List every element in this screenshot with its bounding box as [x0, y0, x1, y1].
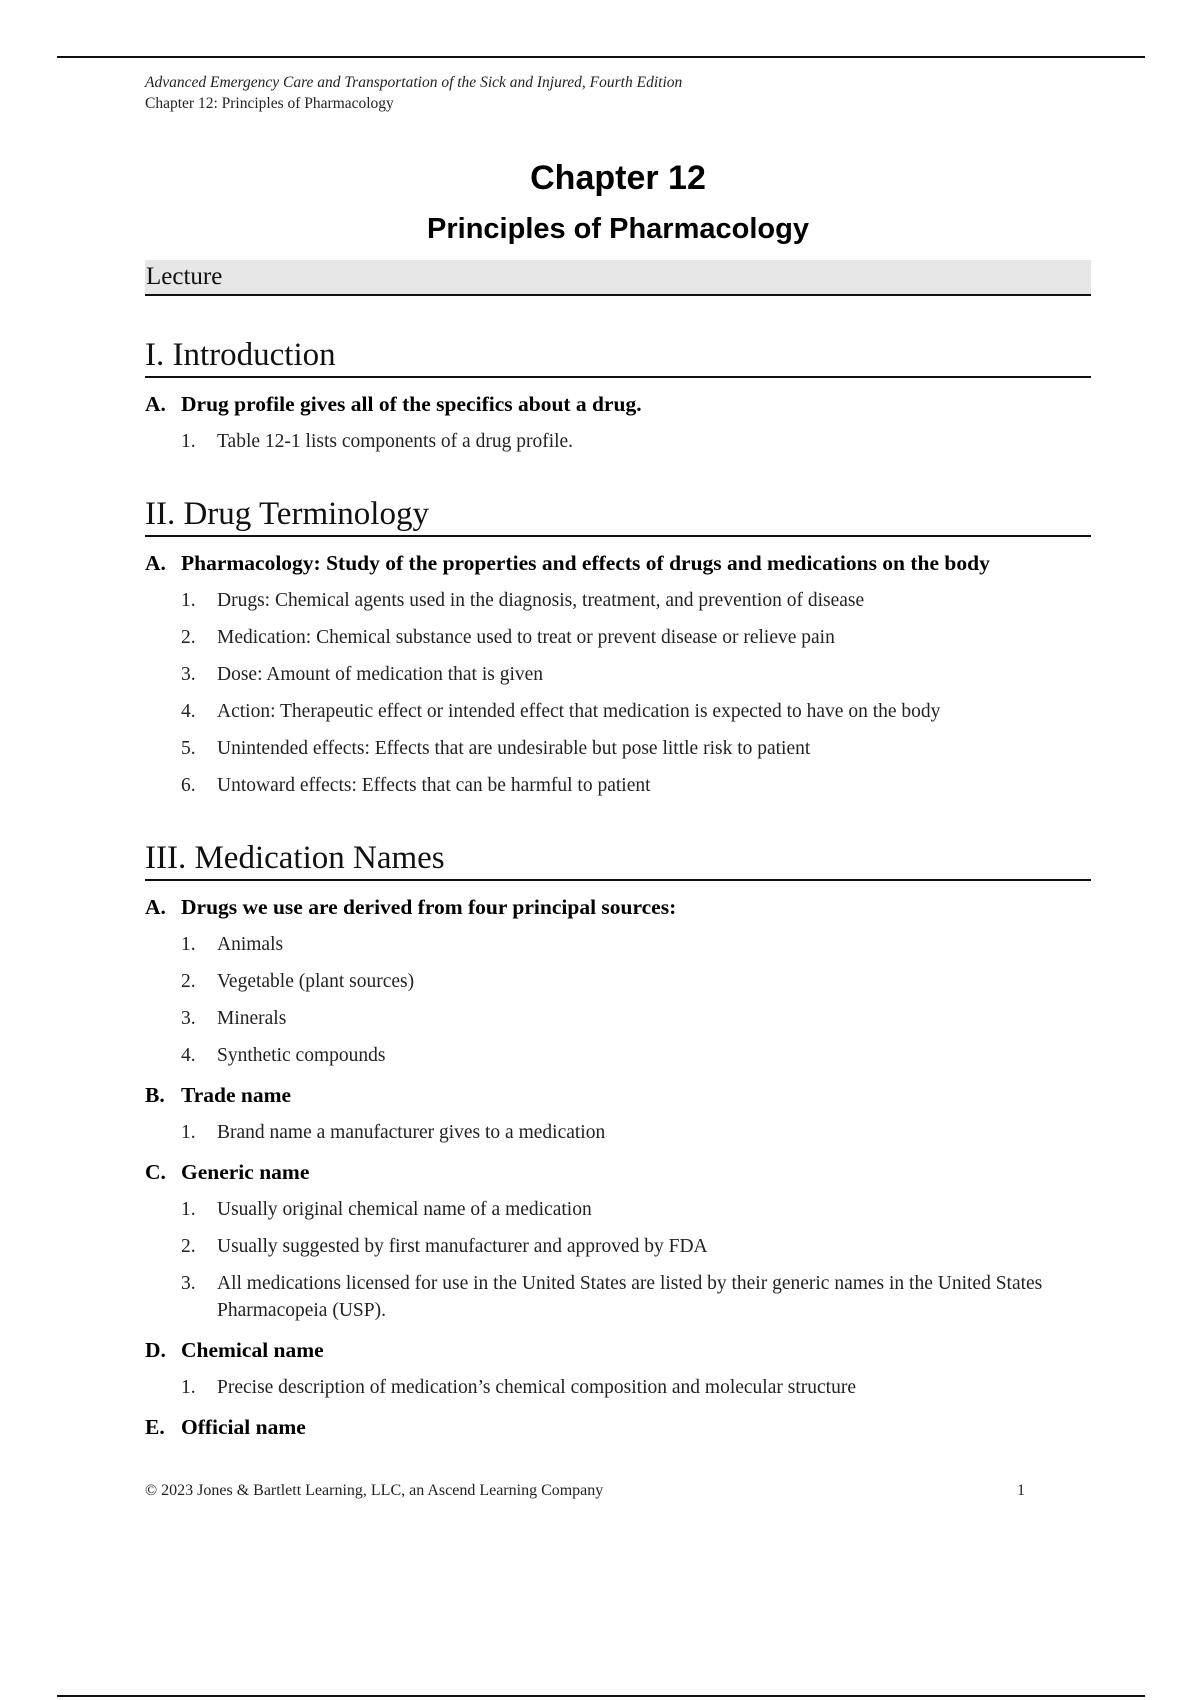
- subsection: [145, 1081, 1091, 1146]
- list-item: [145, 1374, 1091, 1401]
- list-item: [145, 772, 1091, 799]
- item-text: Unintended effects: Effects that are undesirable but pose little risk to patient: [217, 738, 811, 759]
- subsection-letter: A.: [145, 392, 166, 416]
- bottom-rule: [57, 1695, 1145, 1697]
- page-content: [145, 72, 1091, 1441]
- subsection-title: Trade name: [181, 1083, 292, 1107]
- item-number: 1.: [181, 431, 196, 452]
- running-header: [145, 72, 1091, 114]
- list-item: [145, 661, 1091, 688]
- item-number: 1.: [181, 1122, 196, 1143]
- section-introduction: [145, 336, 1091, 455]
- item-number: 2.: [181, 627, 196, 648]
- item-number: 2.: [181, 971, 196, 992]
- subsection-heading: [145, 390, 1091, 418]
- list-item: [145, 1042, 1091, 1069]
- item-list: [145, 931, 1091, 1069]
- subsection-letter: B.: [145, 1083, 165, 1107]
- item-text: Animals: [217, 934, 284, 955]
- item-number: 1.: [181, 1199, 196, 1220]
- item-number: 1.: [181, 934, 196, 955]
- item-list: [145, 1196, 1091, 1324]
- item-number: 3.: [181, 1273, 196, 1294]
- item-text: Usually original chemical name of a medication: [217, 1199, 592, 1220]
- list-item: [145, 968, 1091, 995]
- list-item: [145, 1119, 1091, 1146]
- list-item: [145, 931, 1091, 958]
- chapter-line: Chapter 12: Principles of Pharmacology: [145, 95, 394, 112]
- list-item: [145, 1270, 1091, 1324]
- item-text: Untoward effects: Effects that can be harmful to patient: [217, 775, 651, 796]
- item-number: 5.: [181, 738, 196, 759]
- subsection-heading: [145, 1336, 1091, 1364]
- subsection: [145, 893, 1091, 1069]
- subsection: [145, 1158, 1091, 1324]
- subsection: [145, 1336, 1091, 1401]
- copyright-notice: © 2023 Jones & Bartlett Learning, LLC, an Ascend Learning Company: [145, 1482, 604, 1499]
- item-text: Drugs: Chemical agents used in the diagnosis, treatment, and prevention of disease: [217, 590, 865, 611]
- item-text: Action: Therapeutic effect or intended effect that medication is expected to have on the body: [217, 701, 941, 722]
- chapter-subtitle: Principles of Pharmacology: [427, 213, 809, 245]
- subsection-heading: [145, 1158, 1091, 1186]
- lecture-label: Lecture: [145, 260, 1091, 296]
- section-heading: III. Medication Names: [145, 839, 1091, 881]
- subsection-heading: [145, 1413, 1091, 1441]
- subsection-title: Generic name: [181, 1160, 310, 1184]
- page-footer: [145, 1482, 1025, 1500]
- item-number: 3.: [181, 664, 196, 685]
- item-text: Table 12-1 lists components of a drug profile.: [217, 431, 574, 452]
- subsection-letter: A.: [145, 895, 166, 919]
- section-heading: II. Drug Terminology: [145, 495, 1091, 537]
- item-list: [145, 1374, 1091, 1401]
- top-rule: [57, 56, 1145, 58]
- list-item: [145, 624, 1091, 651]
- section-medication-names: [145, 839, 1091, 1441]
- section-heading: I. Introduction: [145, 336, 1091, 378]
- list-item: [145, 735, 1091, 762]
- subsection: [145, 549, 1091, 799]
- item-text: Brand name a manufacturer gives to a medication: [217, 1122, 606, 1143]
- subsection-title: Official name: [181, 1415, 306, 1439]
- item-text: Synthetic compounds: [217, 1045, 386, 1066]
- subsection-letter: C.: [145, 1160, 166, 1184]
- subsection: [145, 1413, 1091, 1441]
- item-text: All medications licensed for use in the United States are listed by their generic names in the United States Pharmacopeia (USP).: [217, 1273, 1043, 1321]
- item-number: 1.: [181, 1377, 196, 1398]
- subsection-heading: [145, 893, 1091, 921]
- page-number: 1: [1017, 1482, 1025, 1499]
- subsection-title: Chemical name: [181, 1338, 324, 1362]
- item-number: 2.: [181, 1236, 196, 1257]
- list-item: [145, 587, 1091, 614]
- item-text: Medication: Chemical substance used to treat or prevent disease or relieve pain: [217, 627, 835, 648]
- list-item: [145, 1005, 1091, 1032]
- item-number: 1.: [181, 590, 196, 611]
- subsection-title: Drugs we use are derived from four principal sources:: [181, 895, 677, 919]
- subsection-heading: [145, 549, 1091, 577]
- subsection-letter: E.: [145, 1415, 165, 1439]
- item-text: Usually suggested by first manufacturer and approved by FDA: [217, 1236, 708, 1257]
- item-text: Precise description of medication’s chemical composition and molecular structure: [217, 1377, 856, 1398]
- item-number: 3.: [181, 1008, 196, 1029]
- subsection-letter: D.: [145, 1338, 166, 1362]
- section-drug-terminology: [145, 495, 1091, 799]
- subsection-letter: A.: [145, 551, 166, 575]
- list-item: [145, 1196, 1091, 1223]
- subsection-heading: [145, 1081, 1091, 1109]
- list-item: [145, 698, 1091, 725]
- item-text: Dose: Amount of medication that is given: [217, 664, 544, 685]
- list-item: [145, 1233, 1091, 1260]
- item-list: [145, 428, 1091, 455]
- item-text: Vegetable (plant sources): [217, 971, 415, 992]
- list-item: [145, 428, 1091, 455]
- book-title: Advanced Emergency Care and Transportation of the Sick and Injured, Fourth Edition: [145, 74, 683, 91]
- subsection-title: Pharmacology: Study of the properties and effects of drugs and medications on the body: [181, 551, 990, 575]
- subsection-title: Drug profile gives all of the specifics about a drug.: [181, 392, 642, 416]
- item-list: [145, 1119, 1091, 1146]
- item-list: [145, 587, 1091, 799]
- item-number: 4.: [181, 1045, 196, 1066]
- subsection: [145, 390, 1091, 455]
- item-number: 6.: [181, 775, 196, 796]
- chapter-title: Chapter 12: [530, 159, 706, 197]
- item-text: Minerals: [217, 1008, 287, 1029]
- item-number: 4.: [181, 701, 196, 722]
